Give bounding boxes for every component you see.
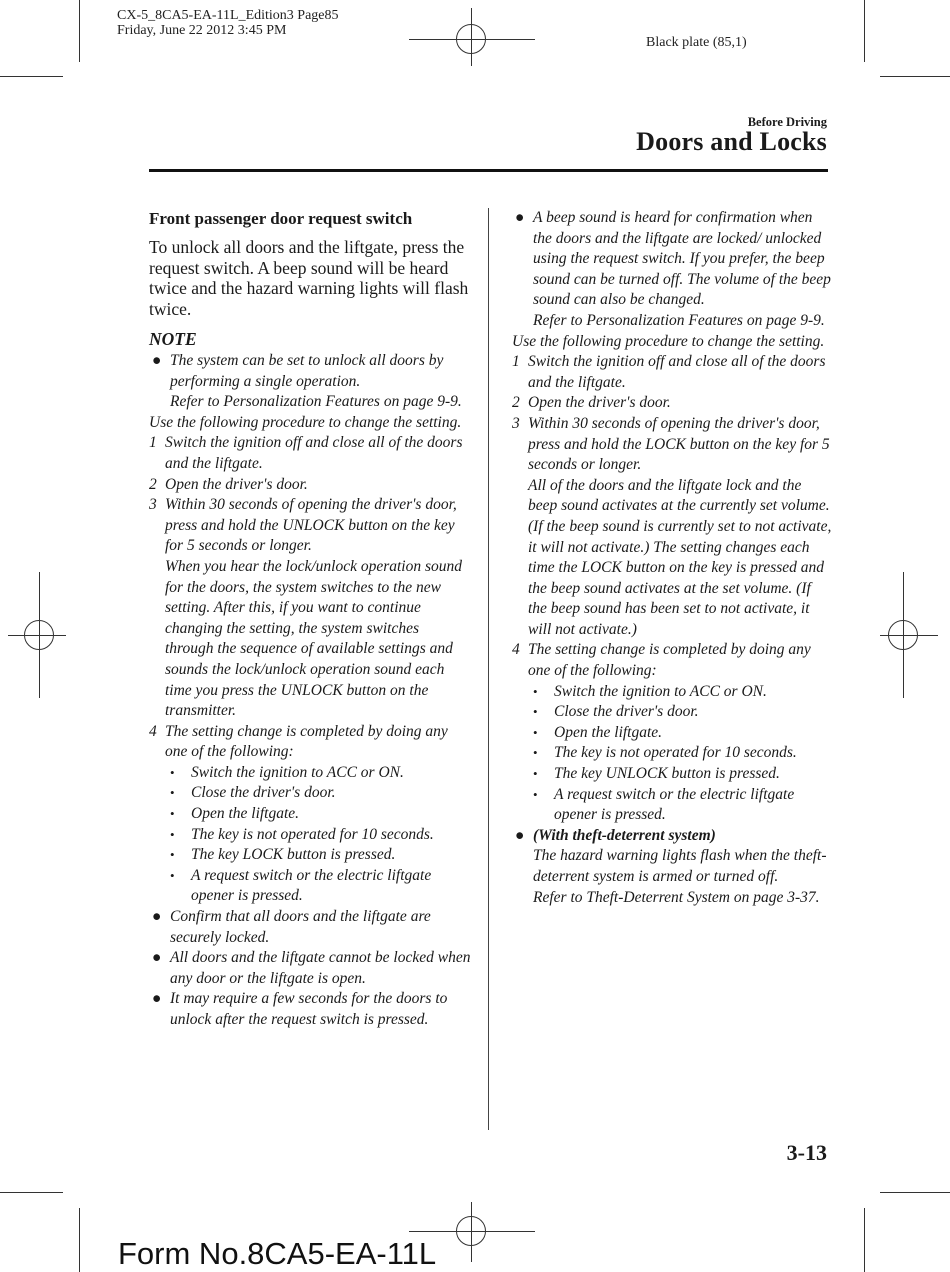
completion-item: • Switch the ignition to ACC or ON. xyxy=(170,763,404,781)
completion-item: • Open the liftgate. xyxy=(533,723,663,741)
column-divider xyxy=(488,208,489,1130)
step-detail: When you hear the lock/unlock operation sound for the doors, the system switches to the new setting. After this, if you want to continue changing the setting, the system switches through the sequence of available settings and sounds the lock/unlock operation sound each time you press the UNLOCK button on the transmitter. xyxy=(165,557,463,720)
procedure-step xyxy=(149,433,471,474)
plate-label: Black plate (85,1) xyxy=(646,35,747,50)
note-bullet: ● It may require a few seconds for the doors to unlock after the request switch is pressed. xyxy=(152,990,448,1028)
procedure-step xyxy=(149,495,471,722)
completion-item: • Open the liftgate. xyxy=(170,805,300,823)
note-reference: Refer to Personalization Features on page 9-9. xyxy=(533,311,825,329)
bullet-icon: ● xyxy=(152,352,162,369)
right-column xyxy=(512,208,832,908)
page-title: Doors and Locks xyxy=(636,127,827,156)
bullet-icon: ● xyxy=(515,826,525,844)
theft-deterrent-note xyxy=(512,826,832,908)
completion-item: • Close the driver's door. xyxy=(533,703,699,721)
procedure-step xyxy=(512,393,832,414)
completion-item: • A request switch or the electric liftgate opener is pressed. xyxy=(170,866,432,905)
step-text: Open the driver's door. xyxy=(528,394,671,412)
procedure-step xyxy=(149,475,471,496)
step-text: The setting change is completed by doing any one of the following: xyxy=(528,641,811,680)
step-text: The setting change is completed by doing any one of the following: xyxy=(165,722,448,761)
step-number: 3 xyxy=(512,414,520,432)
left-column xyxy=(149,208,471,1031)
step-number: 4 xyxy=(149,722,157,740)
step-number: 1 xyxy=(512,353,520,371)
completion-item: • Close the driver's door. xyxy=(170,784,336,802)
procedure-intro: Use the following procedure to change the setting. xyxy=(149,413,462,431)
step-number: 4 xyxy=(512,641,520,659)
step-text: Switch the ignition off and close all of the doors and the liftgate. xyxy=(165,434,463,472)
bullet-icon: ● xyxy=(152,949,162,967)
note-bullet: ● All doors and the liftgate cannot be locked when any door or the liftgate is open. xyxy=(152,949,471,987)
procedure-intro: Use the following procedure to change the setting. xyxy=(512,332,825,350)
completion-item: • The key UNLOCK button is pressed. xyxy=(533,765,780,783)
section-label: Before Driving xyxy=(747,115,827,129)
section-heading: Front passenger door request switch xyxy=(149,209,413,228)
print-file-line: CX-5_8CA5-EA-11L_Edition3 Page85 xyxy=(117,8,339,23)
completion-item: • A request switch or the electric liftgate opener is pressed. xyxy=(533,785,795,824)
completion-item: • The key LOCK button is pressed. xyxy=(170,846,396,864)
note-bullet: ● Confirm that all doors and the liftgate are securely locked. xyxy=(152,908,431,946)
theft-note-title: (With theft-deterrent system) xyxy=(533,826,716,844)
step-text: Within 30 seconds of opening the driver's door, press and hold the UNLOCK button on the key for 5 seconds or longer. xyxy=(165,496,457,555)
completion-item: • The key is not operated for 10 seconds. xyxy=(533,744,797,762)
completion-item: • Switch the ignition to ACC or ON. xyxy=(533,682,767,700)
page-number: 3-13 xyxy=(786,1140,827,1165)
step-text: Switch the ignition off and close all of the doors and the liftgate. xyxy=(528,353,826,391)
procedure-step xyxy=(149,722,471,907)
note-text: The system can be set to unlock all doors by performing a single operation. xyxy=(170,352,444,390)
procedure-step xyxy=(512,352,832,393)
intro-paragraph: To unlock all doors and the liftgate, press the request switch. A beep sound will be heard twice and the hazard warning lights will flash twice. xyxy=(149,237,469,319)
procedure-step xyxy=(512,414,832,641)
note-bullet xyxy=(149,351,471,413)
note-reference: Refer to Personalization Features on page 9-9. xyxy=(170,393,462,411)
note-title: NOTE xyxy=(149,329,197,349)
step-number: 2 xyxy=(149,475,157,493)
step-text: Open the driver's door. xyxy=(165,475,308,493)
step-text: Within 30 seconds of opening the driver's door, press and hold the LOCK button on the key for 5 seconds or longer. xyxy=(528,414,830,474)
bullet-icon: ● xyxy=(515,209,525,226)
step-detail: All of the doors and the liftgate lock and the beep sound activates at the currently set volume. (If the beep sound is currently set to not activate, it will not activate.) The setting changes each time the LOCK button on the key is pressed and the beep sound activates at the set volume. (If the beep sound has been set to not activate, it will not activate.) xyxy=(528,476,832,638)
title-rule xyxy=(149,169,828,172)
print-date-line: Friday, June 22 2012 3:45 PM xyxy=(117,23,287,38)
completion-item: • The key is not operated for 10 seconds. xyxy=(170,825,434,843)
bullet-icon: ● xyxy=(152,908,162,926)
note-text: A beep sound is heard for confirmation when the doors and the liftgate are locked/ unlocked using the request switch. If you prefer, the beep sound can be turned off. The volume of the beep sound can also be changed. xyxy=(533,209,831,309)
step-number: 2 xyxy=(512,394,520,412)
note-bullet xyxy=(512,208,832,332)
theft-note-text: The hazard warning lights flash when the theft-deterrent system is armed or turned off. xyxy=(533,847,827,885)
form-number: Form No.8CA5-EA-11L xyxy=(118,1236,437,1271)
procedure-step xyxy=(512,640,832,825)
bullet-icon: ● xyxy=(152,990,162,1008)
theft-note-reference: Refer to Theft-Deterrent System on page 3-37. xyxy=(533,888,820,906)
step-number: 3 xyxy=(149,496,157,514)
step-number: 1 xyxy=(149,434,157,452)
